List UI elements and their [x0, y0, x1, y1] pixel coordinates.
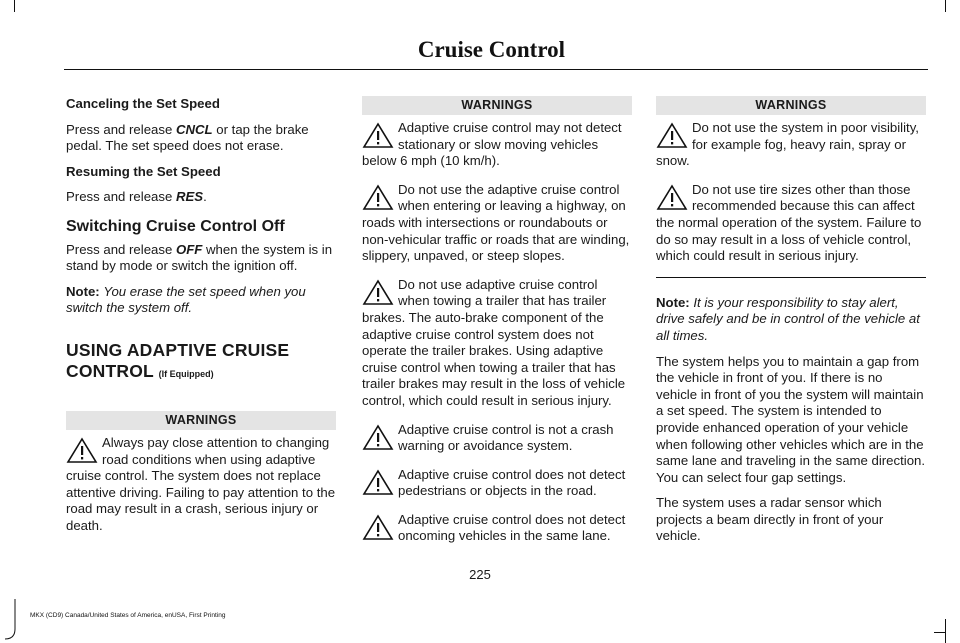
note [656, 295, 926, 345]
section-title-line2: CONTROL [66, 360, 154, 381]
warning-item [656, 182, 926, 265]
note-label: Note: [66, 283, 100, 299]
column-1 [66, 96, 336, 547]
section-title-line1: USING ADAPTIVE CRUISE [66, 339, 290, 360]
text: Press and release [66, 189, 176, 205]
warning-triangle-icon [362, 424, 394, 451]
paragraph-switching-off [66, 242, 336, 275]
subheading-canceling: Canceling the Set Speed [66, 96, 220, 111]
warning-text: Always pay close attention to changing road conditions when using adaptive cruise control. The system does not replace attentive driving. Failing to pay attention to the road may result in a crash, serious injury or death. [66, 434, 336, 533]
text: Press and release [66, 241, 176, 257]
text: when the system is in stand by mode or switch the ignition off. [66, 241, 333, 274]
warning-item [362, 467, 632, 500]
note-text: It is your responsibility to stay alert, drive safely and be in control of the vehicle at all times. [656, 294, 920, 343]
warning-triangle-icon [362, 469, 394, 496]
crop-mark [3, 599, 17, 643]
column-2 [362, 96, 632, 557]
warning-text: Do not use adaptive cruise control when towing a trailer that has trailer brakes. The auto-brake component of the adaptive cruise control system does not operate the trailer brakes. Using adaptive cruise control when towing a trailer that has trailer brakes may result in the loss of vehicle control, which could result in serious injury. [362, 276, 626, 408]
footer-text: MKX (CD9) Canada/United States of America, enUSA, First Printing [30, 612, 226, 619]
text: Press and release [66, 121, 176, 137]
crop-mark [945, 0, 946, 12]
note-label: Note: [656, 294, 690, 310]
note-text: You erase the set speed when you switch the system off. [66, 283, 306, 316]
warning-triangle-icon [362, 279, 394, 306]
warning-item [362, 422, 632, 455]
warning-triangle-icon [362, 122, 394, 149]
warning-item [66, 435, 336, 535]
warnings-header: WARNINGS [362, 96, 632, 115]
key-off: OFF [175, 241, 203, 257]
header-rule [64, 69, 928, 70]
crop-mark [945, 619, 946, 643]
warnings-header: WARNINGS [656, 96, 926, 115]
warning-text: Do not use the system in poor visibility, for example fog, heavy rain, spray or snow. [656, 120, 919, 169]
text: . [203, 189, 207, 205]
warning-text: Do not use the adaptive cruise control when entering or leaving a highway, on roads with intersections or roundabouts or non-vehicular traffic or roads that are winding, slippery, unpaved, or steep slopes. [362, 181, 630, 264]
paragraph-radar: The system uses a radar sensor which projects a beam directly in front of your vehicle. [656, 495, 884, 544]
warning-triangle-icon [66, 437, 98, 464]
warning-item [656, 120, 926, 170]
if-equipped-tag: (If Equipped) [158, 368, 214, 379]
paragraph-resuming [66, 189, 336, 206]
warnings-end-rule [656, 277, 926, 278]
paragraph-canceling [66, 122, 336, 155]
crop-mark [14, 0, 15, 12]
warning-triangle-icon [656, 122, 688, 149]
warning-item [362, 182, 632, 265]
warning-text: Adaptive cruise control does not detect oncoming vehicles in the same lane. [398, 511, 626, 544]
warning-text: Adaptive cruise control does not detect pedestrians or objects in the road. [398, 466, 626, 499]
column-3 [656, 96, 926, 554]
note [66, 284, 336, 317]
warning-triangle-icon [362, 514, 394, 541]
section-title [66, 340, 336, 385]
subheading-resuming: Resuming the Set Speed [66, 163, 221, 179]
warnings-header: WARNINGS [66, 411, 336, 430]
key-res: RES [175, 189, 204, 205]
text: or tap the brake pedal. The set speed does not erase. [66, 121, 309, 154]
warning-text: Adaptive cruise control is not a crash warning or avoidance system. [398, 421, 614, 454]
paragraph-gap: The system helps you to maintain a gap from the vehicle in front of you. If there is no vehicle in front of you the system will maintain a set speed. The system is intended to provide enhanced operation of your vehicle when following other vehicles which are in the same lane and traveling in the same direction. You can select four gap settings. [656, 353, 926, 485]
warning-text: Adaptive cruise control may not detect stationary or slow moving vehicles below 6 mph (10 km/h). [362, 120, 622, 169]
heading-switching-off: Switching Cruise Control Off [66, 217, 285, 235]
key-cncl: CNCL [175, 121, 213, 137]
warning-item [362, 120, 632, 170]
warning-triangle-icon [656, 184, 688, 211]
warning-item [362, 512, 632, 545]
crop-mark [934, 632, 946, 633]
warning-item [362, 277, 632, 410]
warning-triangle-icon [362, 184, 394, 211]
page-number: 225 [469, 567, 491, 582]
warnings-list [362, 120, 632, 545]
page-title: Cruise Control [417, 37, 565, 62]
warning-text: Do not use tire sizes other than those recommended because this can affect the normal operation of the system. Failure to do so may result in a loss of vehicle control, which could result in serious injury. [656, 181, 922, 264]
warnings-list [656, 120, 926, 265]
